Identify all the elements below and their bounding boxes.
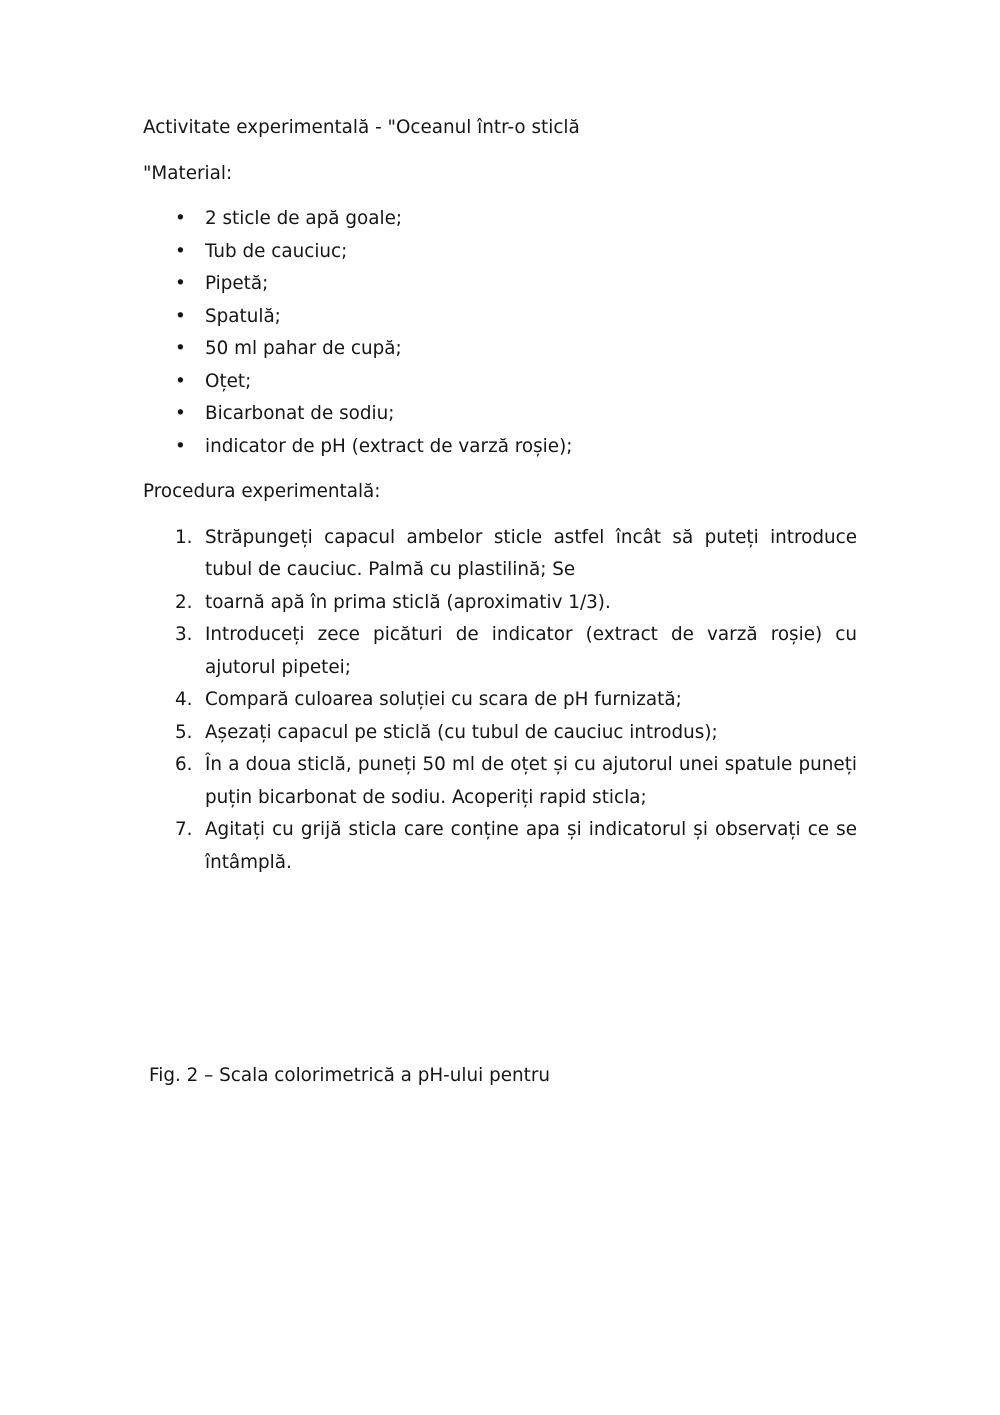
step-text: Agitați cu grijă sticla care conține apa și indicatorul și observați ce se întâmplă. <box>205 819 857 873</box>
bullet-icon: • <box>175 305 186 327</box>
procedure-step-item <box>143 814 857 879</box>
procedure-step-item <box>143 522 857 587</box>
step-number: 7. <box>175 819 193 840</box>
material-list-item <box>143 431 857 464</box>
material-list-item <box>143 268 857 301</box>
material-list-item <box>143 333 857 366</box>
step-text: Compară culoarea soluției cu scara de pH furnizată; <box>205 689 682 710</box>
materials-list <box>143 203 857 463</box>
step-number: 5. <box>175 721 193 743</box>
material-item-text: Tub de cauciuc; <box>205 240 348 262</box>
procedure-step-item <box>143 749 857 814</box>
material-list-item <box>143 398 857 431</box>
bullet-icon: • <box>175 338 186 359</box>
material-list-item <box>143 236 857 269</box>
procedure-heading: Procedura experimentală: <box>143 481 381 502</box>
bullet-icon: • <box>175 370 186 392</box>
material-item-text: indicator de pH (extract de varză roșie); <box>205 435 573 457</box>
step-number: 1. <box>175 526 193 548</box>
step-number: 3. <box>175 624 193 645</box>
step-text: Așezați capacul pe sticlă (cu tubul de cauciuc introdus); <box>205 721 718 743</box>
bullet-icon: • <box>175 403 186 424</box>
procedure-step-item <box>143 684 857 717</box>
step-number: 2. <box>175 591 193 613</box>
step-number: 6. <box>175 754 193 775</box>
material-item-text: Bicarbonat de sodiu; <box>205 403 395 424</box>
material-list-item <box>143 301 857 334</box>
step-text: Străpungeți capacul ambelor sticle astfel încât să puteți introduce tubul de cauciuc. Palmă cu plastilină; Se <box>205 526 857 580</box>
material-item-text: Pipetă; <box>205 273 269 294</box>
step-text: În a doua sticlă, puneți 50 ml de oțet și cu ajutorul unei spatule puneți puțin bicarbonat de sodiu. Acoperiți rapid sticla; <box>205 754 857 808</box>
document-title: Activitate experimentală - "Oceanul într-o sticlă <box>143 117 580 138</box>
material-list-item <box>143 203 857 236</box>
procedure-steps-list <box>143 522 857 880</box>
material-list-item <box>143 366 857 399</box>
bullet-icon: • <box>175 273 186 294</box>
material-item-text: 2 sticle de apă goale; <box>205 208 403 229</box>
step-text: toarnă apă în prima sticlă (aproximativ 1/3). <box>205 591 611 613</box>
procedure-step-item <box>143 717 857 750</box>
bullet-icon: • <box>175 435 186 457</box>
material-item-text: Oțet; <box>205 370 252 392</box>
bullet-icon: • <box>175 208 186 229</box>
material-item-text: Spatulă; <box>205 305 281 327</box>
step-number: 4. <box>175 689 193 710</box>
bullet-icon: • <box>175 240 186 262</box>
procedure-step-item <box>143 587 857 620</box>
procedure-step-item <box>143 619 857 684</box>
material-item-text: 50 ml pahar de cupă; <box>205 338 402 359</box>
step-text: Introduceți zece picături de indicator (extract de varză roșie) cu ajutorul pipetei; <box>205 624 857 678</box>
material-heading: "Material: <box>143 162 233 184</box>
figure-caption: Fig. 2 – Scala colorimetrică a pH-ului pentru <box>149 1065 550 1086</box>
